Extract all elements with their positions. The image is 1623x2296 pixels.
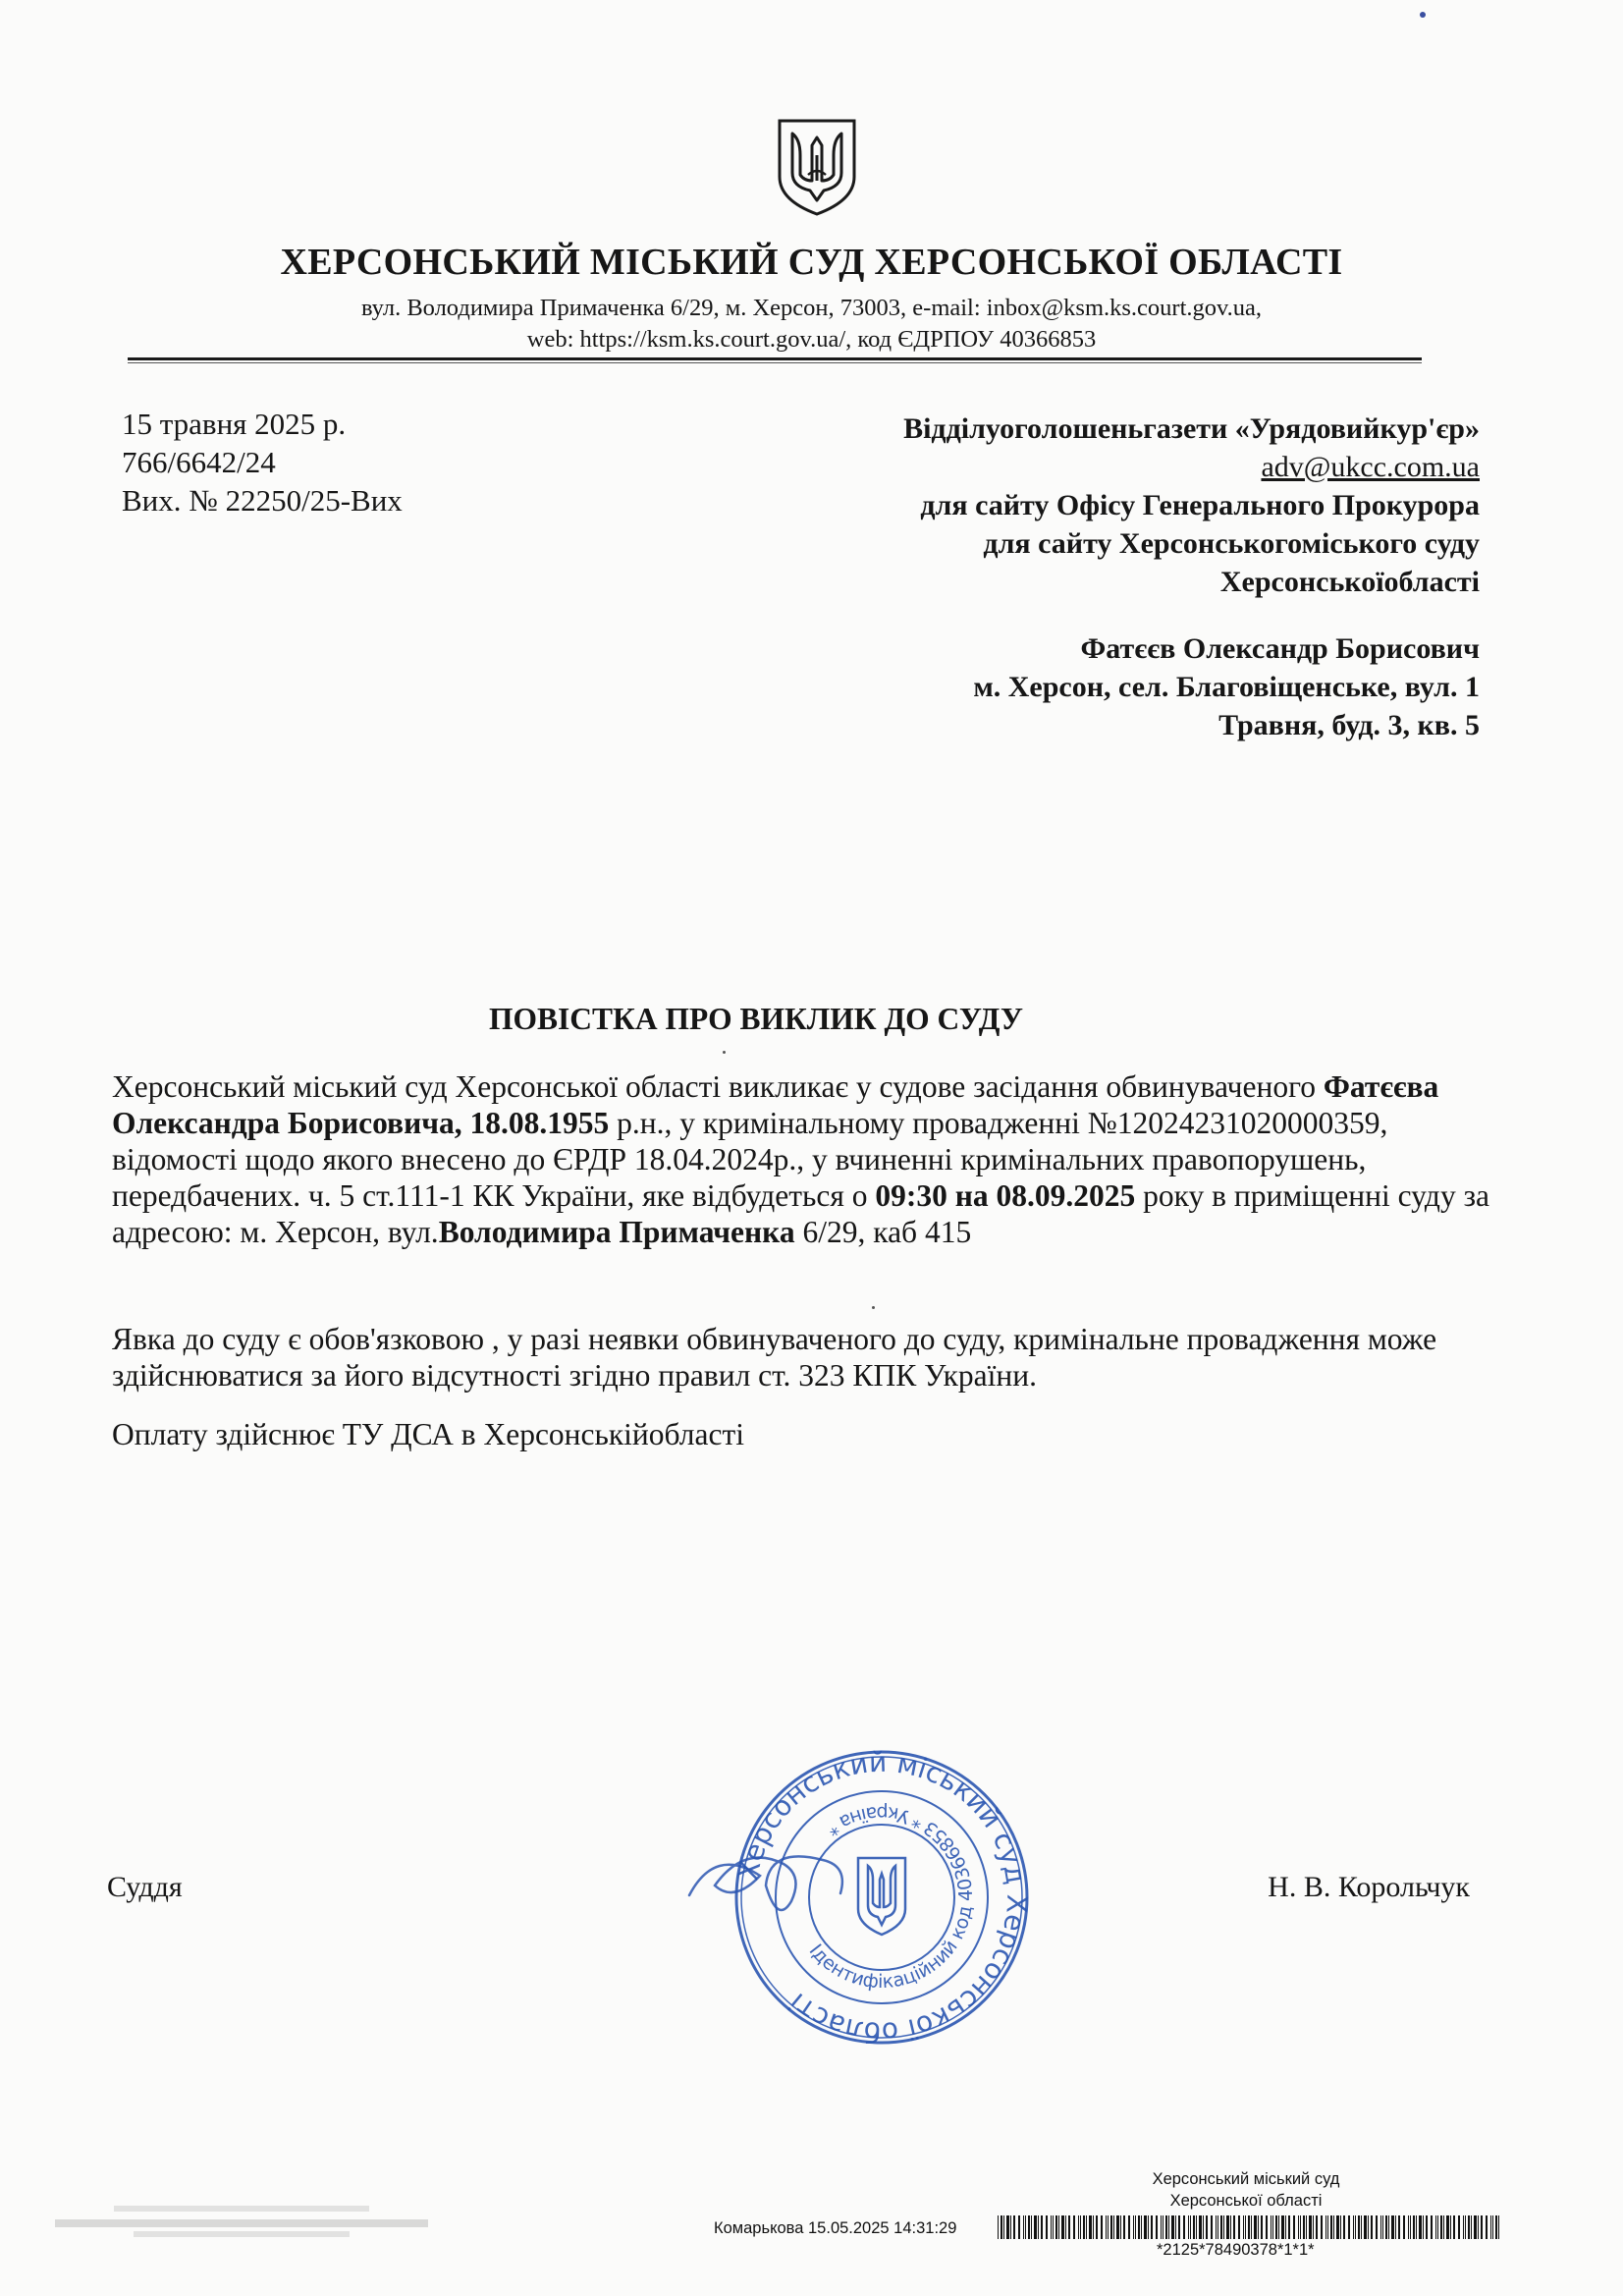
scan-speck (723, 1051, 726, 1054)
document-barcode (998, 2215, 1500, 2239)
footer-document-code: *2125*78490378*1*1* (1157, 2241, 1315, 2259)
addressee-address-line2: Травня, буд. 3, кв. 5 (1218, 709, 1480, 741)
svg-text:Ідентифікаційний код 40366853: Ідентифікаційний код 40366853 * Україна * (804, 1801, 978, 1994)
addressee-name: Фатєєв Олександр Борисович (1080, 632, 1480, 665)
outgoing-number: Вих. № 22250/25-Вих (122, 483, 403, 518)
summons-title: ПОВІСТКА ПРО ВИКЛИК ДО СУДУ (489, 1002, 1023, 1036)
court-address-line1: вул. Володимира Примаченка 6/29, м. Херсон, 73003, e-mail: inbox@ksm.ks.court.gov.ua, (360, 295, 1263, 321)
court-address-line2: web: https://ksm.ks.court.gov.ua/, код ЄДРПОУ 40366853 (526, 326, 1097, 353)
court-name: ХЕРСОНСЬКИЙ МІСЬКИЙ СУД ХЕРСОНСЬКОЇ ОБЛАСТІ (280, 242, 1343, 283)
court-seal (676, 1728, 1039, 2052)
summons-paragraph-attendance: Явка до суду є обов'язковою , у разі неявки обвинуваченого до суду, кримінальне провадження може здійснюватися за його відсутності згідно правил ст. 323 КПК України. (112, 1322, 1437, 1393)
svg-text:Херсонський міський суд Херсон: Херсонський міський суд Херсонської області (731, 1745, 1034, 2050)
scan-speck (872, 1306, 875, 1309)
addressee-address-line1: м. Херсон, сел. Благовіщенське, вул. 1 (973, 671, 1480, 703)
summons-intro: Херсонський міський суд Херсонської області викликає у судове засідання обвинуваченого (112, 1069, 1316, 1104)
coat-of-arms-icon (775, 116, 859, 218)
court-street: Володимира Примаченка (438, 1215, 795, 1249)
summons-case-details: р.н., у кримінальному провадженні №12024231020000359, відомості щодо якого внесено до ЄРДР 18.04.2024р., у вчиненні кримінальних правопорушень, передбачених. ч. 5 ст.111-1 КК України, яке відбудеться о (112, 1106, 1388, 1213)
faint-printed-mark (55, 2206, 428, 2239)
recipient-newspaper: Відділуоголошеньгазети «Урядовийкур'єр» (903, 412, 1480, 445)
case-number: 766/6642/24 (122, 445, 276, 479)
recipients-block (903, 410, 1480, 601)
footer-court (1143, 2168, 1349, 2212)
addressee-block (973, 629, 1480, 744)
summons-paragraph-payment: Оплату здійснює ТУ ДСА в Херсонськійобласті (112, 1417, 744, 1451)
hearing-datetime: 09:30 на 08.09.2025 (875, 1178, 1136, 1213)
footer-signer-timestamp: Комарькова 15.05.2025 14:31:29 (714, 2219, 957, 2237)
header-divider (128, 357, 1422, 360)
recipient-email: adv@ukcc.com.ua (1261, 451, 1480, 483)
document-date: 15 травня 2025 р. (122, 407, 347, 441)
footer-court-line2: Херсонської області (1169, 2192, 1323, 2210)
judge-name: Н. В. Корольчук (1268, 1871, 1470, 1903)
defendant-name: Фатєєва Олександра Борисовича, 18.08.1955 (112, 1069, 1439, 1140)
signature-label: Суддя (107, 1871, 183, 1903)
recipient-court-site: для сайту Херсонськогоміського суду (983, 527, 1480, 560)
header-divider-thin (128, 362, 1422, 363)
recipient-prosecutor-site: для сайту Офісу Генерального Прокурора (920, 489, 1480, 521)
scan-speck (1420, 12, 1426, 18)
footer-court-line1: Херсонський міський суд (1152, 2170, 1340, 2188)
recipient-court-site-region: Херсонськоїобласті (1219, 566, 1480, 598)
summons-room: 6/29, каб 415 (794, 1215, 972, 1249)
document-meta (122, 405, 403, 519)
summons-location-prefix: року в приміщенні суду за адресою: м. Херсон, вул. (112, 1178, 1490, 1249)
summons-paragraph-main (112, 1068, 1510, 1250)
court-address (0, 293, 1623, 355)
